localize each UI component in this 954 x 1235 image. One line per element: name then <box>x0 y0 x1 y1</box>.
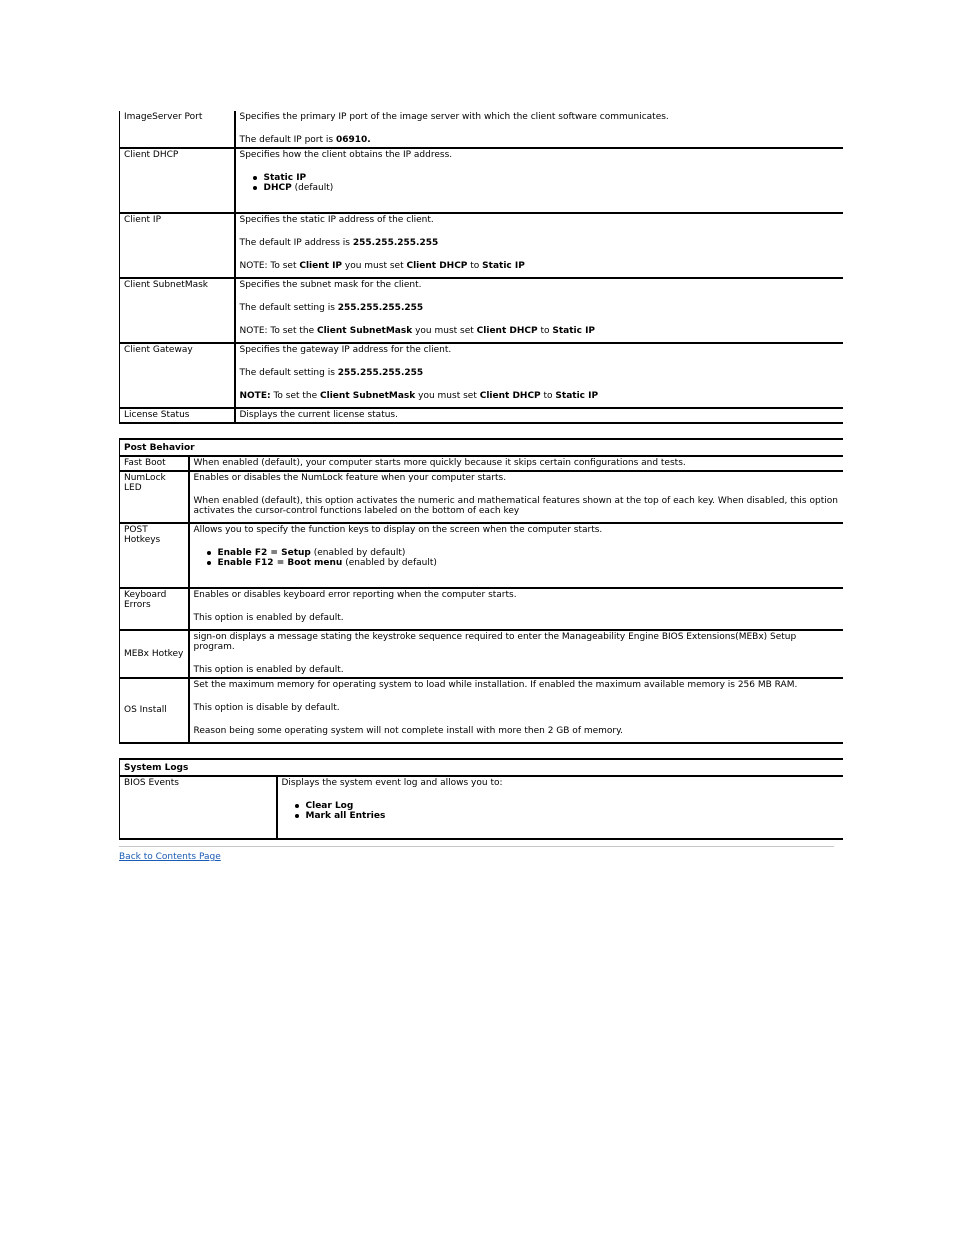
post-behavior-table <box>119 438 843 744</box>
default-value: 255.255.255.255 <box>352 238 439 248</box>
table-row <box>120 278 843 343</box>
note-text: NOTE: To set the Client SubnetMask you must set Client DHCP to Static IP <box>239 391 599 401</box>
horizontal-divider <box>119 846 834 847</box>
table-row <box>120 776 843 839</box>
table-row <box>120 456 843 471</box>
list-item: Enable F12 = Boot menu (enabled by default) <box>218 558 839 568</box>
option-name: OS Install <box>120 678 189 743</box>
option-name: ImageServer Port <box>120 111 235 148</box>
page-content <box>119 111 842 847</box>
option-description: sign-on displays a message stating the keystroke sequence required to enter the Manageability Engine BIOS Extensions(MEBx) Setup program. This option is enabled by default. <box>189 630 843 678</box>
options-list <box>240 173 839 193</box>
table-row <box>120 471 843 523</box>
option-name: NumLock LED <box>120 471 189 523</box>
option-description: Specifies the static IP address of the client. The default IP address is 255.255.255.255 NOTE: To set Client IP you must set Client DHCP to Static IP <box>235 213 843 278</box>
option-name: MEBx Hotkey <box>120 630 189 678</box>
default-value: 255.255.255.255 <box>337 368 424 378</box>
note-text: NOTE: To set Client IP you must set Client DHCP to Static IP <box>239 261 525 271</box>
option-description: Specifies how the client obtains the IP address. Static IP DHCP (default) <box>235 148 843 213</box>
option-description: Enables or disables the NumLock feature when your computer starts. When enabled (default), this option activates the numeric and mathematical features shown at the top of each key. When disabled, this option activates the cursor-control functions labeled on the bottom of each key <box>189 471 843 523</box>
option-name: License Status <box>120 408 235 423</box>
option-description: Enables or disables keyboard error reporting when the computer starts. This option is enabled by default. <box>189 588 843 630</box>
option-name: POST Hotkeys <box>120 523 189 588</box>
default-value: 255.255.255.255 <box>337 303 424 313</box>
table-row <box>120 111 843 148</box>
table-row <box>120 630 843 678</box>
list-item: Static IP <box>264 173 839 183</box>
table-row <box>120 523 843 588</box>
table-row <box>120 588 843 630</box>
table-row <box>120 343 843 408</box>
table-row <box>120 213 843 278</box>
system-logs-table <box>119 758 843 840</box>
section-title: Post Behavior <box>120 439 843 456</box>
option-description: Allows you to specify the function keys to display on the screen when the computer starts. Enable F2 = Setup (enabled by default) Enable F12 = Boot menu (enabled by default) <box>189 523 843 588</box>
table-row <box>120 408 843 423</box>
option-description: Set the maximum memory for operating system to load while installation. If enabled the maximum available memory is 256 MB RAM. This option is disable by default. Reason being some operating system will not complete install with more then 2 GB of memory. <box>189 678 843 743</box>
option-description: Specifies the primary IP port of the image server with which the client software communicates. The default IP port is 06910. <box>235 111 843 148</box>
option-description: Specifies the gateway IP address for the client. The default setting is 255.255.255.255 NOTE: To set the Client SubnetMask you must set Client DHCP to Static IP <box>235 343 843 408</box>
table-row <box>120 148 843 213</box>
option-description: When enabled (default), your computer starts more quickly because it skips certain configurations and tests. <box>189 456 843 471</box>
option-name: Client SubnetMask <box>120 278 235 343</box>
option-name: BIOS Events <box>120 776 277 839</box>
option-name: Keyboard Errors <box>120 588 189 630</box>
note-text: NOTE: To set the Client SubnetMask you must set Client DHCP to Static IP <box>239 326 596 336</box>
default-value: 06910. <box>335 135 371 145</box>
option-name: Client IP <box>120 213 235 278</box>
option-name: Fast Boot <box>120 456 189 471</box>
option-name: Client Gateway <box>120 343 235 408</box>
option-description: Displays the current license status. <box>235 408 843 423</box>
option-name: Client DHCP <box>120 148 235 213</box>
table-row <box>120 678 843 743</box>
table-header-row <box>120 439 843 456</box>
network-settings-table <box>119 111 843 424</box>
options-list <box>282 801 839 821</box>
option-description: Displays the system event log and allows you to: Clear Log Mark all Entries <box>277 776 843 839</box>
list-item: DHCP (default) <box>264 183 839 193</box>
list-item: Enable F2 = Setup (enabled by default) <box>218 548 839 558</box>
option-description: Specifies the subnet mask for the client. The default setting is 255.255.255.255 NOTE: To set the Client SubnetMask you must set Client DHCP to Static IP <box>235 278 843 343</box>
back-to-contents-link[interactable]: Back to Contents Page <box>119 852 221 862</box>
options-list <box>194 548 839 568</box>
table-header-row <box>120 759 843 776</box>
section-title: System Logs <box>120 759 843 776</box>
list-item: Mark all Entries <box>306 811 839 821</box>
list-item: Clear Log <box>306 801 839 811</box>
